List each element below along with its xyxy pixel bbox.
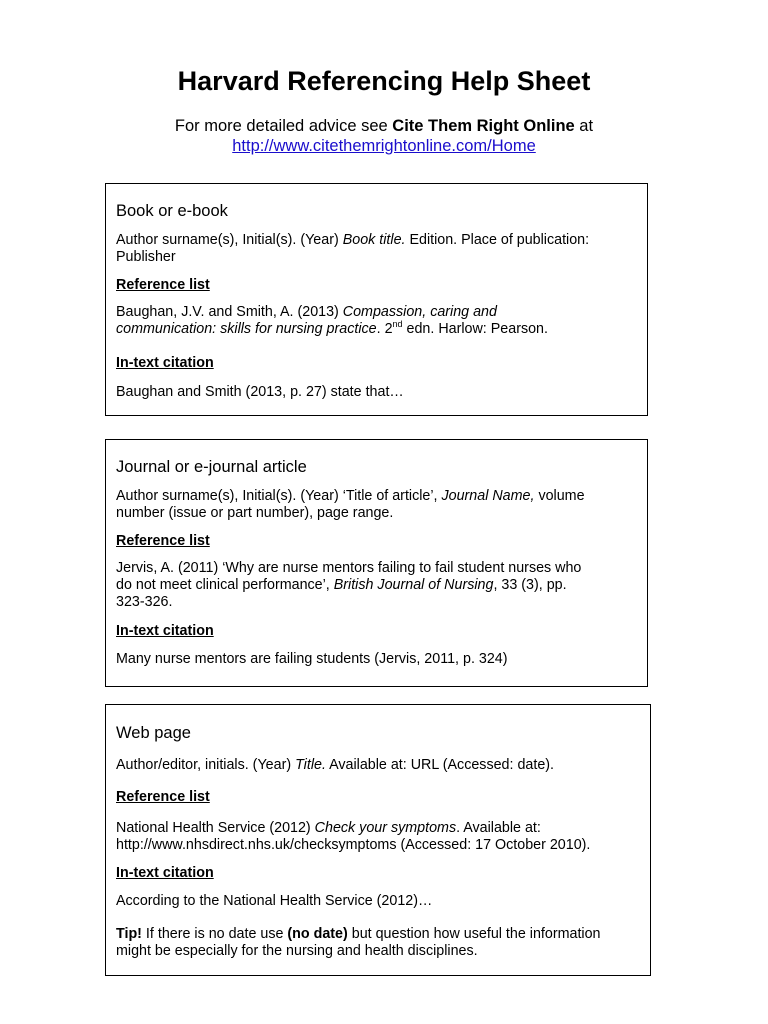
book-citation-heading: In-text citation bbox=[116, 355, 214, 371]
web-reference-example: National Health Service (2012) Check your symptoms. Available at: http://www.nhsdirect.nhs.uk/checksymptoms (Accessed: 17 October 2010). bbox=[116, 820, 591, 853]
book-section bbox=[105, 183, 648, 416]
web-reference-heading: Reference list bbox=[116, 789, 210, 805]
web-section-title: Web page bbox=[116, 724, 191, 742]
advice-prefix: For more detailed advice see bbox=[174, 117, 393, 135]
advice-source: Cite Them Right Online bbox=[392, 117, 575, 135]
journal-citation-heading: In-text citation bbox=[116, 623, 214, 639]
book-format: Author surname(s), Initial(s). (Year) Book title. Edition. Place of publication: Publisher bbox=[116, 232, 590, 265]
journal-format: Author surname(s), Initial(s). (Year) ‘Title of article’, Journal Name, volume number (issue or part number), page range. bbox=[116, 488, 585, 521]
web-tip: Tip! If there is no date use (no date) but question how useful the information might be especially for the nursing and health disciplines. bbox=[116, 926, 601, 959]
journal-section bbox=[105, 439, 648, 687]
page-title: Harvard Referencing Help Sheet bbox=[177, 66, 591, 96]
web-citation-example: According to the National Health Service (2012)… bbox=[116, 893, 433, 909]
book-reference-example: Baughan, J.V. and Smith, A. (2013) Compassion, caring and communication: skills for nursing practice. 2nd edn. Harlow: Pearson. bbox=[116, 304, 548, 337]
book-reference-heading: Reference list bbox=[116, 277, 210, 293]
web-citation-heading: In-text citation bbox=[116, 865, 214, 881]
web-section bbox=[105, 704, 651, 976]
journal-reference-example: Jervis, A. (2011) ‘Why are nurse mentors failing to fail student nurses who do not meet clinical performance’, British Journal of Nursing, 33 (3), pp. 323-326. bbox=[116, 560, 582, 610]
advice-suffix: at bbox=[574, 117, 594, 135]
journal-section-title: Journal or e-journal article bbox=[116, 458, 307, 476]
journal-reference-heading: Reference list bbox=[116, 533, 210, 549]
web-format: Author/editor, initials. (Year) Title. Available at: URL (Accessed: date). bbox=[116, 757, 555, 773]
book-section-title: Book or e-book bbox=[116, 202, 228, 220]
book-citation-example: Baughan and Smith (2013, p. 27) state that… bbox=[116, 384, 404, 400]
advice-line bbox=[0, 116, 768, 156]
cite-them-right-link[interactable]: http://www.citethemrightonline.com/Home bbox=[232, 137, 536, 155]
journal-citation-example: Many nurse mentors are failing students (Jervis, 2011, p. 324) bbox=[116, 651, 508, 667]
